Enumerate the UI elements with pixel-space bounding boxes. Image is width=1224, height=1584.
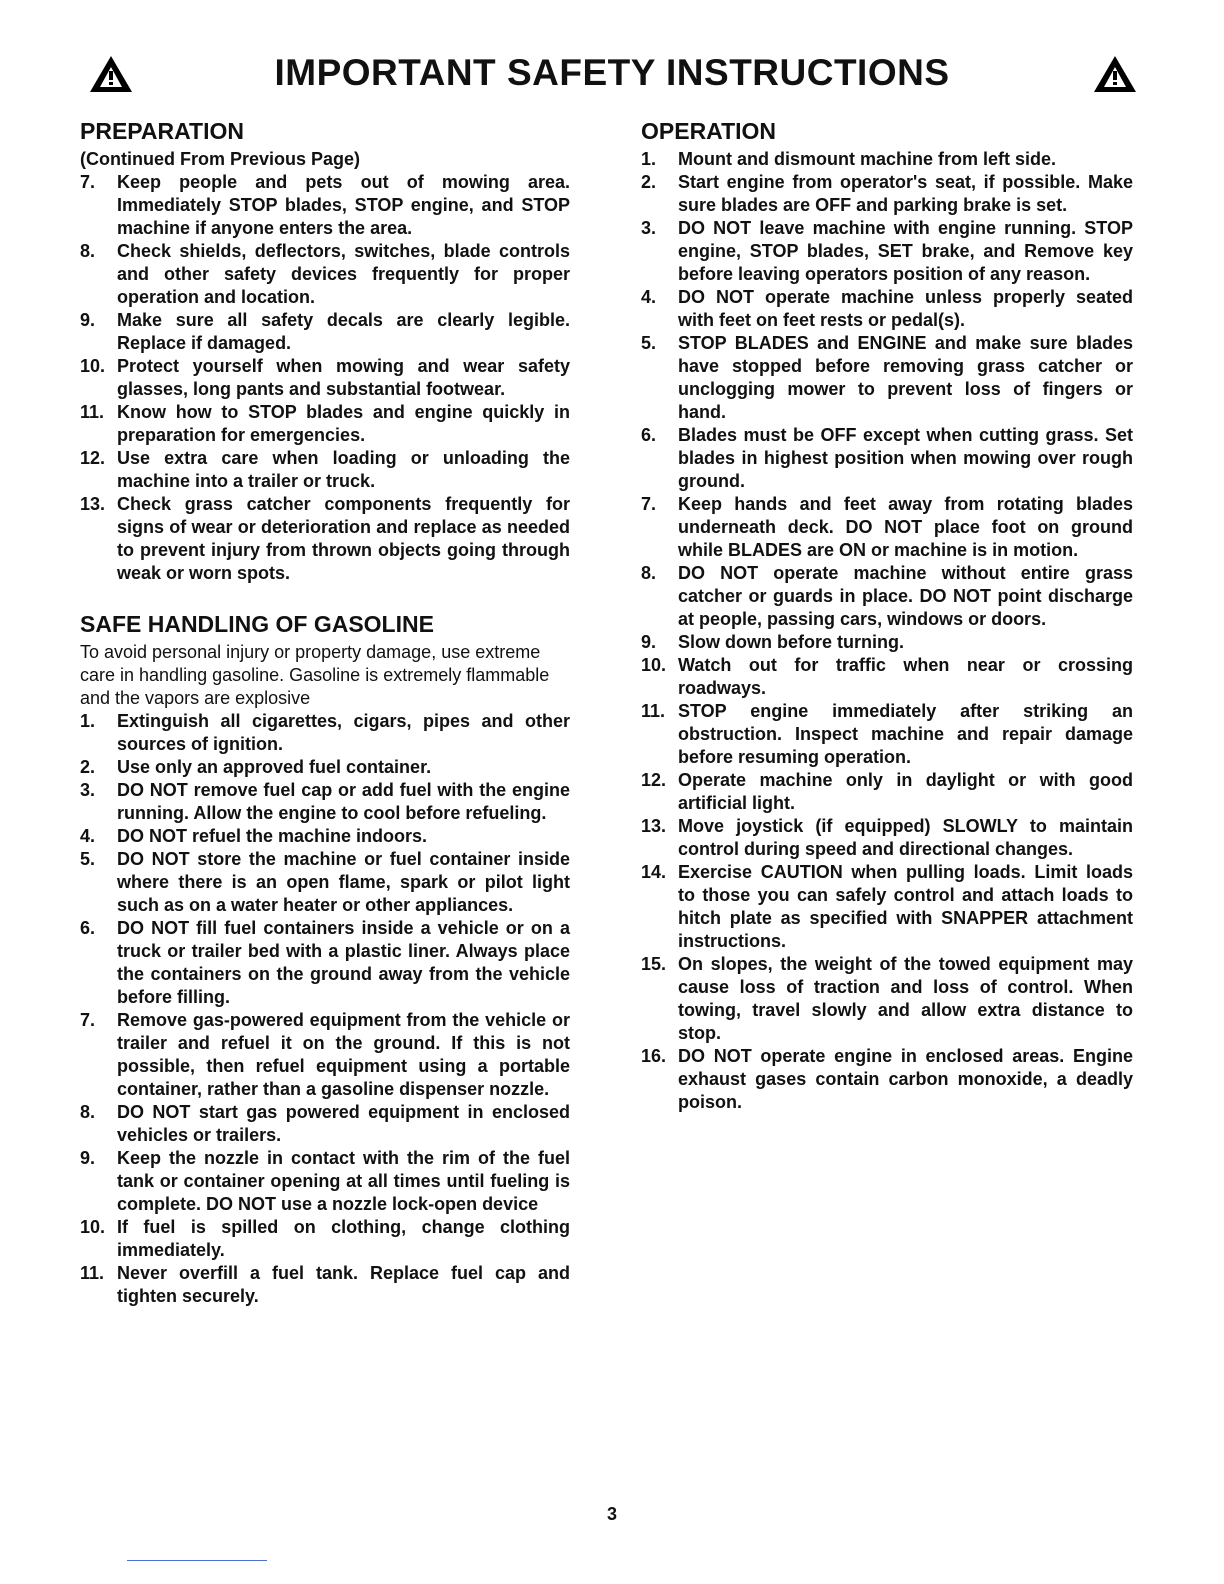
list-item	[80, 355, 570, 401]
list-item-text: DO NOT operate machine without entire grass catcher or guards in place. DO NOT point discharge at people, passing cars, windows or doors.	[678, 563, 1133, 629]
list-item	[80, 1262, 570, 1308]
list-item	[80, 756, 570, 779]
page-number: 3	[606, 1504, 617, 1524]
list-item-number: 9.	[80, 1148, 96, 1168]
list-item-text: DO NOT fill fuel containers inside a vehicle or on a truck or trailer bed with a plastic liner. Always place the containers on the ground away from the vehicle before filling.	[117, 918, 570, 1007]
page-header	[0, 50, 1224, 102]
preparation-intro: (Continued From Previous Page)	[80, 149, 361, 169]
list-item-number: 15.	[641, 954, 667, 974]
list-item-text: Never overfill a fuel tank. Replace fuel cap and tighten securely.	[117, 1263, 570, 1306]
list-item-text: Check grass catcher components frequently for signs of wear or deterioration and replace as needed to prevent injury from thrown objects going through weak or worn spots.	[117, 494, 570, 583]
list-item	[641, 654, 1133, 700]
list-item-number: 12.	[80, 448, 106, 468]
list-item-number: 8.	[80, 1102, 96, 1122]
list-item-number: 4.	[80, 826, 96, 846]
list-item-number: 11.	[641, 701, 666, 721]
list-item-text: DO NOT refuel the machine indoors.	[117, 826, 428, 846]
list-item-text: Slow down before turning.	[678, 632, 904, 652]
list-item-number: 5.	[80, 849, 96, 869]
list-item-number: 13.	[80, 494, 106, 514]
list-item-text: DO NOT operate engine in enclosed areas. Engine exhaust gases contain carbon monoxide, a deadly poison.	[678, 1046, 1133, 1112]
list-item-text: Extinguish all cigarettes, cigars, pipes and other sources of ignition.	[117, 711, 570, 754]
preparation-heading: PREPARATION	[80, 118, 244, 144]
list-item-text: Move joystick (if equipped) SLOWLY to maintain control during speed and directional changes.	[678, 816, 1133, 859]
list-item-number: 2.	[641, 172, 657, 192]
list-item-text: Exercise CAUTION when pulling loads. Limit loads to those you can safely control and attach loads to hitch plate as specified with SNAPPER attachment instructions.	[678, 862, 1133, 951]
list-item-text: Use only an approved fuel container.	[117, 757, 432, 777]
list-item-text: Watch out for traffic when near or crossing roadways.	[678, 655, 1133, 698]
list-item	[80, 493, 570, 585]
list-item	[641, 861, 1133, 953]
list-item	[641, 217, 1133, 286]
list-item-number: 6.	[80, 918, 96, 938]
list-item-text: Keep the nozzle in contact with the rim of the fuel tank or container opening at all times until fueling is complete. DO NOT use a nozzle lock-open device	[117, 1148, 570, 1214]
list-item-text: Keep hands and feet away from rotating blades underneath deck. DO NOT place foot on ground while BLADES are ON or machine is in motion.	[678, 494, 1133, 560]
list-item-text: Start engine from operator's seat, if possible. Make sure blades are OFF and parking brake is set.	[678, 172, 1133, 215]
list-item-number: 9.	[641, 632, 657, 652]
preparation-list	[80, 171, 570, 585]
list-item-number: 8.	[641, 563, 657, 583]
list-item-text: Remove gas-powered equipment from the vehicle or trailer and refuel it on the ground. If this is not possible, then refuel equipment using a portable container, rather than a gasoline dispenser nozzle.	[117, 1010, 570, 1099]
list-item-text: DO NOT operate machine unless properly seated with feet on feet rests or pedal(s).	[678, 287, 1133, 330]
list-item-text: Make sure all safety decals are clearly legible. Replace if damaged.	[117, 310, 570, 353]
list-item-number: 11.	[80, 402, 105, 422]
list-item-number: 10.	[80, 356, 106, 376]
list-item	[641, 700, 1133, 769]
list-item	[80, 447, 570, 493]
list-item	[641, 769, 1133, 815]
list-item	[641, 332, 1133, 424]
list-item	[80, 825, 570, 848]
list-item-text: STOP engine immediately after striking an obstruction. Inspect machine and repair damage before resuming operation.	[678, 701, 1133, 767]
list-item-text: STOP BLADES and ENGINE and make sure blades have stopped before removing grass catcher or unclogging mower to prevent loss of fingers or hand.	[678, 333, 1133, 422]
list-item	[80, 779, 570, 825]
list-item	[80, 917, 570, 1009]
list-item	[80, 309, 570, 355]
list-item	[641, 424, 1133, 493]
list-item	[641, 171, 1133, 217]
right-column	[641, 116, 1133, 1114]
list-item	[80, 1147, 570, 1216]
list-item	[641, 631, 1133, 654]
list-item-number: 3.	[641, 218, 657, 238]
list-item	[641, 562, 1133, 631]
list-item-number: 5.	[641, 333, 657, 353]
list-item	[80, 1101, 570, 1147]
operation-heading: OPERATION	[641, 118, 777, 144]
list-item-number: 8.	[80, 241, 96, 261]
list-item-number: 11.	[80, 1263, 105, 1283]
gasoline-heading: SAFE HANDLING OF GASOLINE	[80, 611, 434, 637]
list-item-number: 4.	[641, 287, 657, 307]
list-item	[641, 148, 1133, 171]
list-item-number: 16.	[641, 1046, 667, 1066]
list-item-text: Mount and dismount machine from left side.	[678, 149, 1057, 169]
list-item-text: DO NOT start gas powered equipment in enclosed vehicles or trailers.	[117, 1102, 570, 1145]
gasoline-list	[80, 710, 570, 1308]
list-item	[80, 171, 570, 240]
list-item-number: 7.	[641, 494, 657, 514]
list-item	[80, 1216, 570, 1262]
left-column	[80, 116, 570, 1308]
list-item	[80, 240, 570, 309]
list-item-text: DO NOT store the machine or fuel container inside where there is an open flame, spark or pilot light such as on a water heater or other appliances.	[117, 849, 570, 915]
list-item-text: Keep people and pets out of mowing area. Immediately STOP blades, STOP engine, and STOP machine if anyone enters the area.	[117, 172, 570, 238]
list-item-text: If fuel is spilled on clothing, change clothing immediately.	[117, 1217, 570, 1260]
footer-rule	[127, 1560, 267, 1561]
list-item-number: 7.	[80, 172, 96, 192]
list-item-text: Operate machine only in daylight or with good artificial light.	[678, 770, 1133, 813]
list-item-number: 13.	[641, 816, 667, 836]
list-item-number: 2.	[80, 757, 96, 777]
list-item-number: 12.	[641, 770, 667, 790]
list-item-number: 10.	[641, 655, 667, 675]
list-item	[80, 1009, 570, 1101]
list-item-text: Protect yourself when mowing and wear safety glasses, long pants and substantial footwear.	[117, 356, 570, 399]
list-item	[80, 401, 570, 447]
gasoline-intro: To avoid personal injury or property damage, use extreme care in handling gasoline. Gasoline is extremely flammable and the vapors are explosive	[80, 642, 550, 708]
list-item-text: Check shields, deflectors, switches, blade controls and other safety devices frequently for proper operation and location.	[117, 241, 570, 307]
list-item-number: 3.	[80, 780, 96, 800]
list-item-text: Use extra care when loading or unloading the machine into a trailer or truck.	[117, 448, 570, 491]
list-item-number: 7.	[80, 1010, 96, 1030]
list-item	[641, 493, 1133, 562]
warning-triangle-icon	[1092, 54, 1138, 94]
list-item	[641, 286, 1133, 332]
list-item-number: 9.	[80, 310, 96, 330]
list-item-text: DO NOT leave machine with engine running. STOP engine, STOP blades, SET brake, and Remove key before leaving operators position of any reason.	[678, 218, 1133, 284]
list-item-text: On slopes, the weight of the towed equipment may cause loss of traction and loss of control. When towing, travel slowly and allow extra distance to stop.	[678, 954, 1133, 1043]
list-item	[641, 1045, 1133, 1114]
list-item-text: Know how to STOP blades and engine quickly in preparation for emergencies.	[117, 402, 570, 445]
list-item-number: 6.	[641, 425, 657, 445]
page-title: IMPORTANT SAFETY INSTRUCTIONS	[274, 52, 950, 93]
list-item	[641, 815, 1133, 861]
list-item	[80, 710, 570, 756]
list-item-number: 10.	[80, 1217, 106, 1237]
list-item-number: 1.	[641, 149, 657, 169]
list-item	[641, 953, 1133, 1045]
list-item	[80, 848, 570, 917]
list-item-text: DO NOT remove fuel cap or add fuel with the engine running. Allow the engine to cool before refueling.	[117, 780, 570, 823]
list-item-text: Blades must be OFF except when cutting grass. Set blades in highest position when mowing over rough ground.	[678, 425, 1133, 491]
operation-list	[641, 148, 1133, 1114]
list-item-number: 1.	[80, 711, 96, 731]
list-item-number: 14.	[641, 862, 667, 882]
